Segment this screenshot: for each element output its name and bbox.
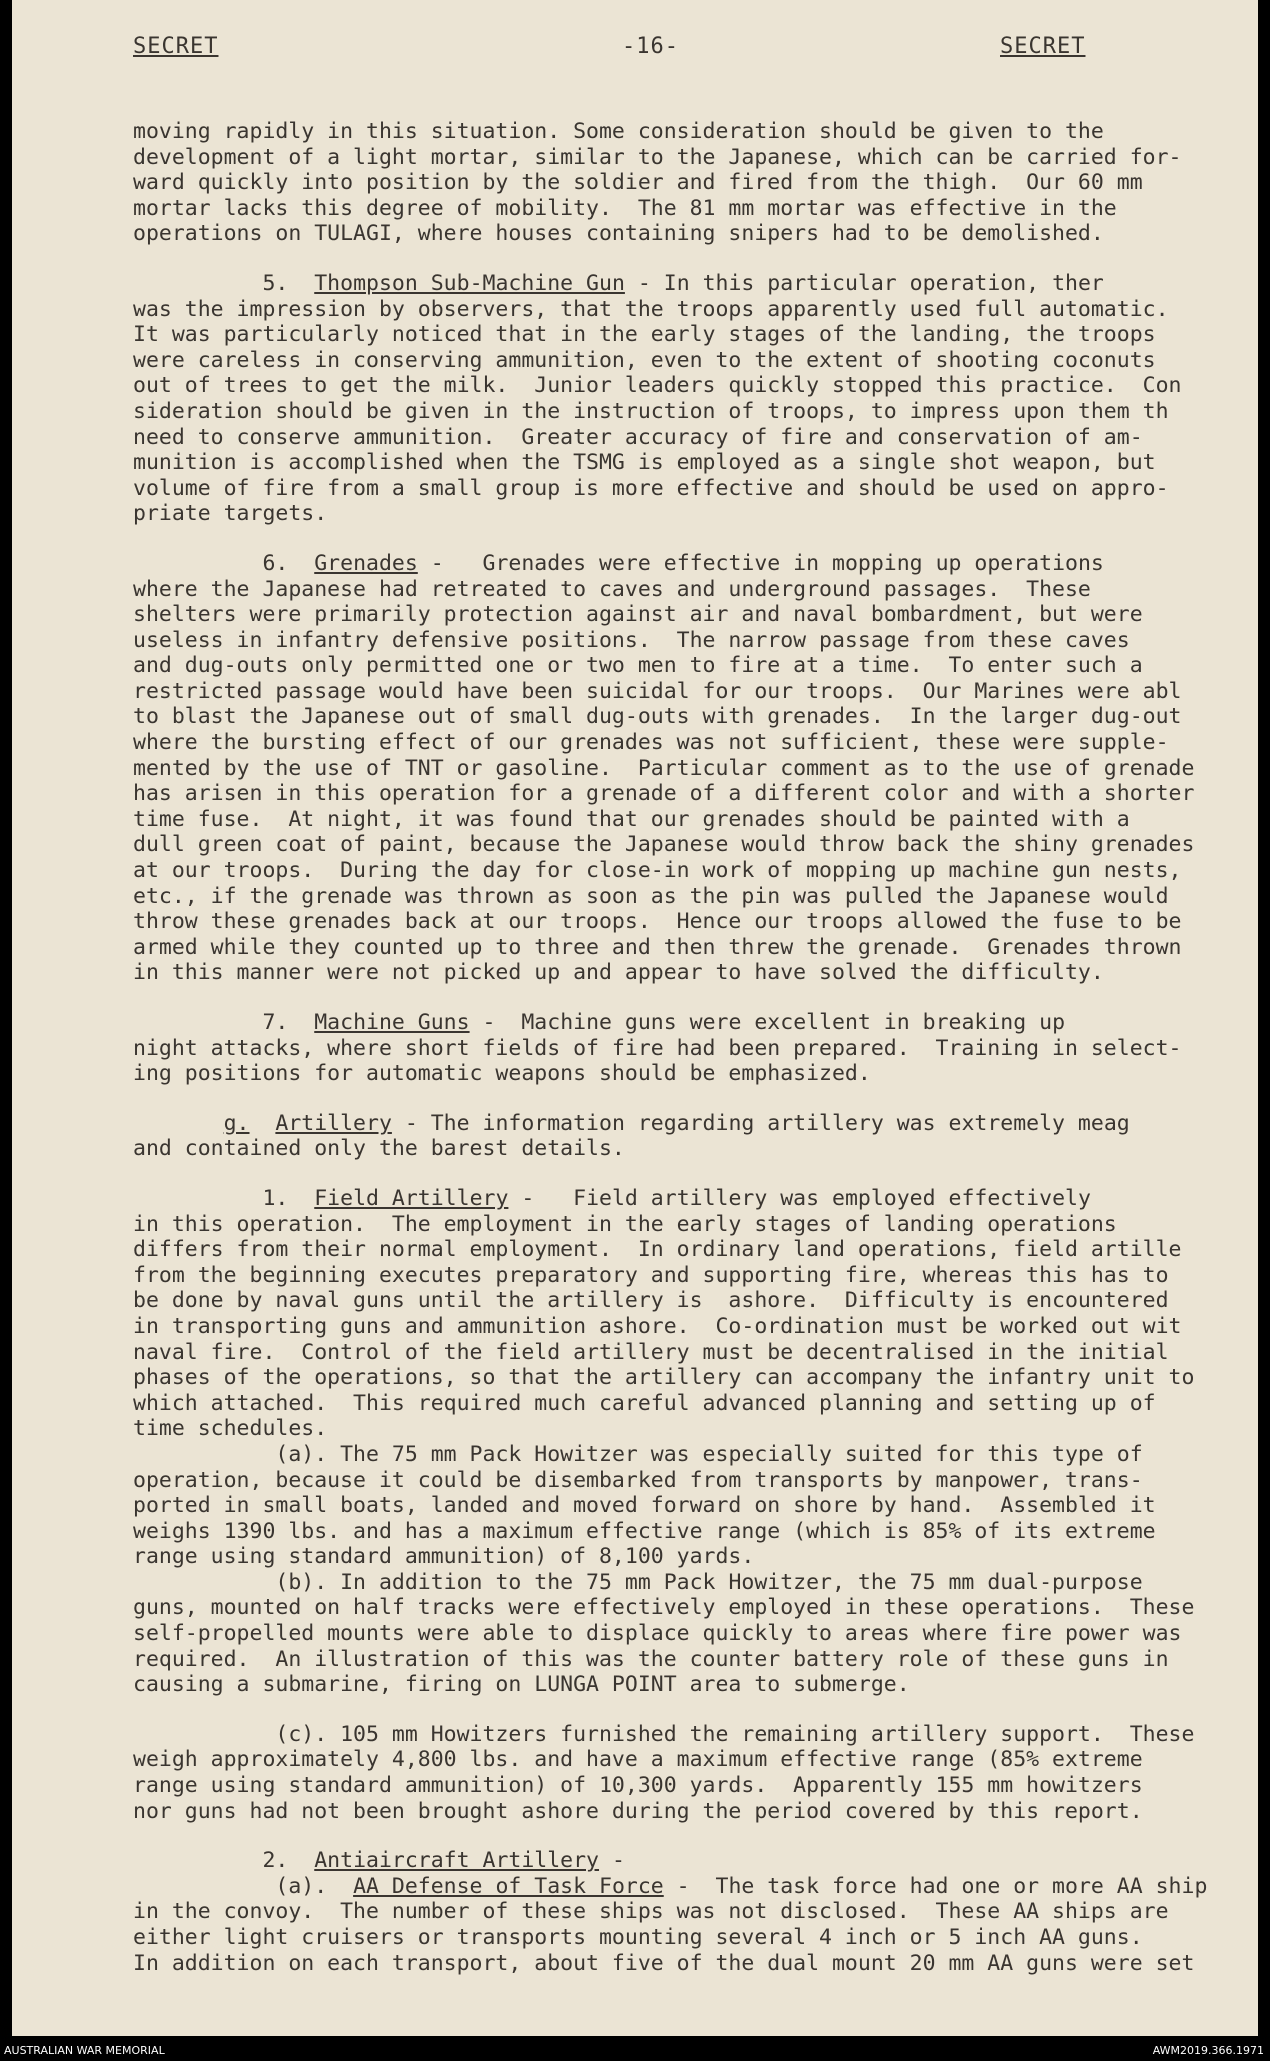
text-line: nor guns had not been brought ashore during the period covered by this report. (133, 1798, 1143, 1824)
text-line: useless in infantry defensive positions. The narrow passage from these caves (133, 627, 1130, 653)
text-line: differs from their normal employment. In ordinary land operations, field artille (133, 1237, 1182, 1263)
text-line: where the Japanese had retreated to caves and underground passages. These (133, 576, 1091, 602)
section-title: Thompson Sub-Machine Gun (314, 270, 625, 296)
text-line: where the bursting effect of our grenades was not sufficient, these were supple- (133, 730, 1169, 756)
subsection-label: (a). (275, 1873, 328, 1899)
section-grenades (133, 550, 1195, 986)
text-line: and contained only the barest details. (133, 1136, 625, 1162)
section-number: 7. (262, 1010, 289, 1035)
section-number: 5. (262, 270, 289, 296)
archive-name: AUSTRALIAN WAR MEMORIAL (4, 2044, 165, 2057)
text-line: time fuse. At night, it was found that our grenades should be painted with a (133, 806, 1130, 832)
subsection-a (133, 1441, 1156, 1570)
text-line: need to conserve ammunition. Greater accuracy of fire and conservation of am- (133, 424, 1143, 450)
text-line: which attached. This required much careful advanced planning and setting up of (133, 1390, 1156, 1416)
subsection-aa-defense (133, 1873, 1208, 1976)
text-line: moving rapidly in this situation. Some consideration should be given to the (133, 119, 1104, 144)
section-thompson-smg (133, 270, 1182, 527)
text-line: ing positions for automatic weapons should be emphasized. (133, 1061, 871, 1087)
text-line: - Field artillery was employed effectively (521, 1185, 1091, 1211)
text-line: range using standard ammunition) of 10,300 yards. Apparently 155 mm howitzers (133, 1773, 1143, 1799)
text-line: priate targets. (133, 501, 328, 527)
text-line: In addition on each transport, about five of the dual mount 20 mm AA guns were set (133, 1950, 1195, 1976)
text-line: in this operation. The employment in the early stages of landing operations (133, 1211, 1117, 1237)
classification-right: SECRET (1000, 34, 1086, 59)
section-machine-guns (133, 1010, 1182, 1087)
section-title: Machine Guns (314, 1010, 470, 1035)
text-line: throw these grenades back at our troops. Hence our troops allowed the fuse to be (133, 909, 1182, 935)
subsection-c (133, 1721, 1195, 1824)
text-line: - (599, 1848, 625, 1874)
section-antiaircraft (133, 1848, 1143, 1874)
text-line: It was particularly noticed that in the early stages of the landing, the troops (133, 322, 1156, 348)
text-line: causing a submarine, firing on LUNGA POINT area to submerge. (133, 1672, 910, 1698)
text-line: In addition to the 75 mm Pack Howitzer, the 75 mm dual-purpose (327, 1569, 1143, 1595)
text-line: night attacks, where short fields of fire had been prepared. Training in select- (133, 1035, 1182, 1061)
section-number: g. (223, 1110, 250, 1136)
subsection-label: (b). (275, 1569, 328, 1595)
text-line: shelters were primarily protection against air and naval bombardment, but were (133, 602, 1143, 628)
text-line: in the convoy. The number of these ships was not disclosed. These AA ships are (133, 1899, 1169, 1925)
subsection-b (133, 1569, 1195, 1698)
text-line: operation, because it could be disembarked from transports by manpower, trans- (133, 1467, 1143, 1493)
text-line: self-propelled mounts were able to displace quickly to areas where fire power was (133, 1621, 1182, 1647)
section-title: Antiaircraft Artillery (314, 1848, 600, 1874)
page-number: -16- (622, 34, 679, 59)
text-line: in this manner were not picked up and appear to have solved the difficulty. (133, 960, 1104, 986)
text-line: ported in small boats, landed and moved forward on shore by hand. Assembled it (133, 1493, 1156, 1519)
section-artillery (133, 1111, 1143, 1162)
text-line: and dug-outs only permitted one or two men to fire at a time. To enter such a (133, 653, 1143, 679)
section-field-artillery (133, 1185, 1195, 1442)
text-line: to blast the Japanese out of small dug-outs with grenades. In the larger dug-out (133, 704, 1182, 730)
section-number: 6. (262, 550, 289, 576)
text-line: either light cruisers or transports mounting several 4 inch or 5 inch AA guns. (133, 1925, 1143, 1950)
text-line: development of a light mortar, similar to the Japanese, which can be carried for- (133, 144, 1182, 170)
text-line: mented by the use of TNT or gasoline. Particular comment as to the use of grenade (133, 755, 1195, 781)
text-line: The 75 mm Pack Howitzer was especially suited for this type of (327, 1441, 1143, 1467)
section-title: Grenades (314, 550, 418, 576)
text-line: time schedules. (133, 1416, 328, 1442)
section-number: 1. (262, 1185, 289, 1211)
text-line: in transporting guns and ammunition ashore. Co-ordination must be worked out wit (133, 1313, 1182, 1339)
classification-left: SECRET (133, 34, 219, 59)
archive-footer (0, 2040, 1270, 2061)
subsection-label: (c). (275, 1721, 328, 1747)
text-line: dull green coat of paint, because the Japanese would throw back the shiny grenades (133, 832, 1195, 858)
text-line: etc., if the grenade was thrown as soon as the pin was pulled the Japanese would (133, 883, 1169, 909)
subsection-title: AA Defense of Task Force (353, 1873, 664, 1899)
text-line: has arisen in this operation for a grenade of a different color and with a shorter (133, 781, 1195, 807)
text-line: phases of the operations, so that the artillery can accompany the infantry unit to (133, 1365, 1195, 1391)
text-line: - In this particular operation, ther (637, 270, 1104, 296)
document-body (133, 119, 1208, 1976)
section-title: Field Artillery (314, 1185, 509, 1211)
page-header (12, 34, 1258, 74)
subsection-label: (a). (275, 1441, 328, 1467)
text-line: munition is accomplished when the TSMG is employed as a single shot weapon, but (133, 450, 1156, 476)
section-title: Artillery (275, 1110, 392, 1136)
text-line: operations on TULAGI, where houses containing snipers had to be demolished. (133, 221, 1104, 247)
text-line: weighs 1390 lbs. and has a maximum effective range (which is 85% of its extreme (133, 1518, 1156, 1544)
text-line: required. An illustration of this was the counter battery role of these guns in (133, 1646, 1169, 1672)
text-line: 105 mm Howitzers furnished the remaining artillery support. These (327, 1721, 1195, 1747)
text-line: - Grenades were effective in mopping up operations (430, 550, 1104, 576)
text-line: were careless in conserving ammunition, even to the extent of shooting coconuts (133, 347, 1156, 373)
text-line: ward quickly into position by the soldier and fired from the thigh. Our 60 mm (133, 170, 1143, 196)
document-page (12, 0, 1258, 2036)
text-line: - Machine guns were excellent in breaking up (482, 1010, 1066, 1035)
text-line: volume of fire from a small group is more effective and should be used on appro- (133, 475, 1169, 501)
text-line: range using standard ammunition) of 8,100 yards. (133, 1544, 755, 1570)
text-line: out of trees to get the milk. Junior leaders quickly stopped this practice. Con (133, 373, 1182, 399)
text-line: naval fire. Control of the field artillery must be decentralised in the initial (133, 1339, 1169, 1365)
text-line: guns, mounted on half tracks were effectively employed in these operations. These (133, 1595, 1195, 1621)
text-line: was the impression by observers, that the troops apparently used full automatic. (133, 296, 1169, 322)
text-line: at our troops. During the day for close-in work of mopping up machine gun nests, (133, 858, 1182, 884)
text-line: weigh approximately 4,800 lbs. and have a maximum effective range (85% extreme (133, 1747, 1143, 1773)
section-number: 2. (262, 1848, 289, 1874)
paragraph-mortar (133, 119, 1182, 247)
text-line: restricted passage would have been suicidal for our troops. Our Marines were abl (133, 678, 1182, 704)
archive-reference: AWM2019.366.1971 (1152, 2044, 1264, 2057)
text-line: be done by naval guns until the artillery is ashore. Difficulty is encountered (133, 1288, 1169, 1314)
text-line: from the beginning executes preparatory and supporting fire, whereas this has to (133, 1262, 1169, 1288)
text-line: - The information regarding artillery was extremely meag (404, 1110, 1130, 1136)
text-line: armed while they counted up to three and then threw the grenade. Grenades thrown (133, 934, 1182, 960)
text-line: - The task force had one or more AA ship (663, 1873, 1208, 1899)
text-line: sideration should be given in the instruction of troops, to impress upon them th (133, 398, 1169, 424)
text-line: mortar lacks this degree of mobility. The 81 mm mortar was effective in the (133, 195, 1117, 221)
